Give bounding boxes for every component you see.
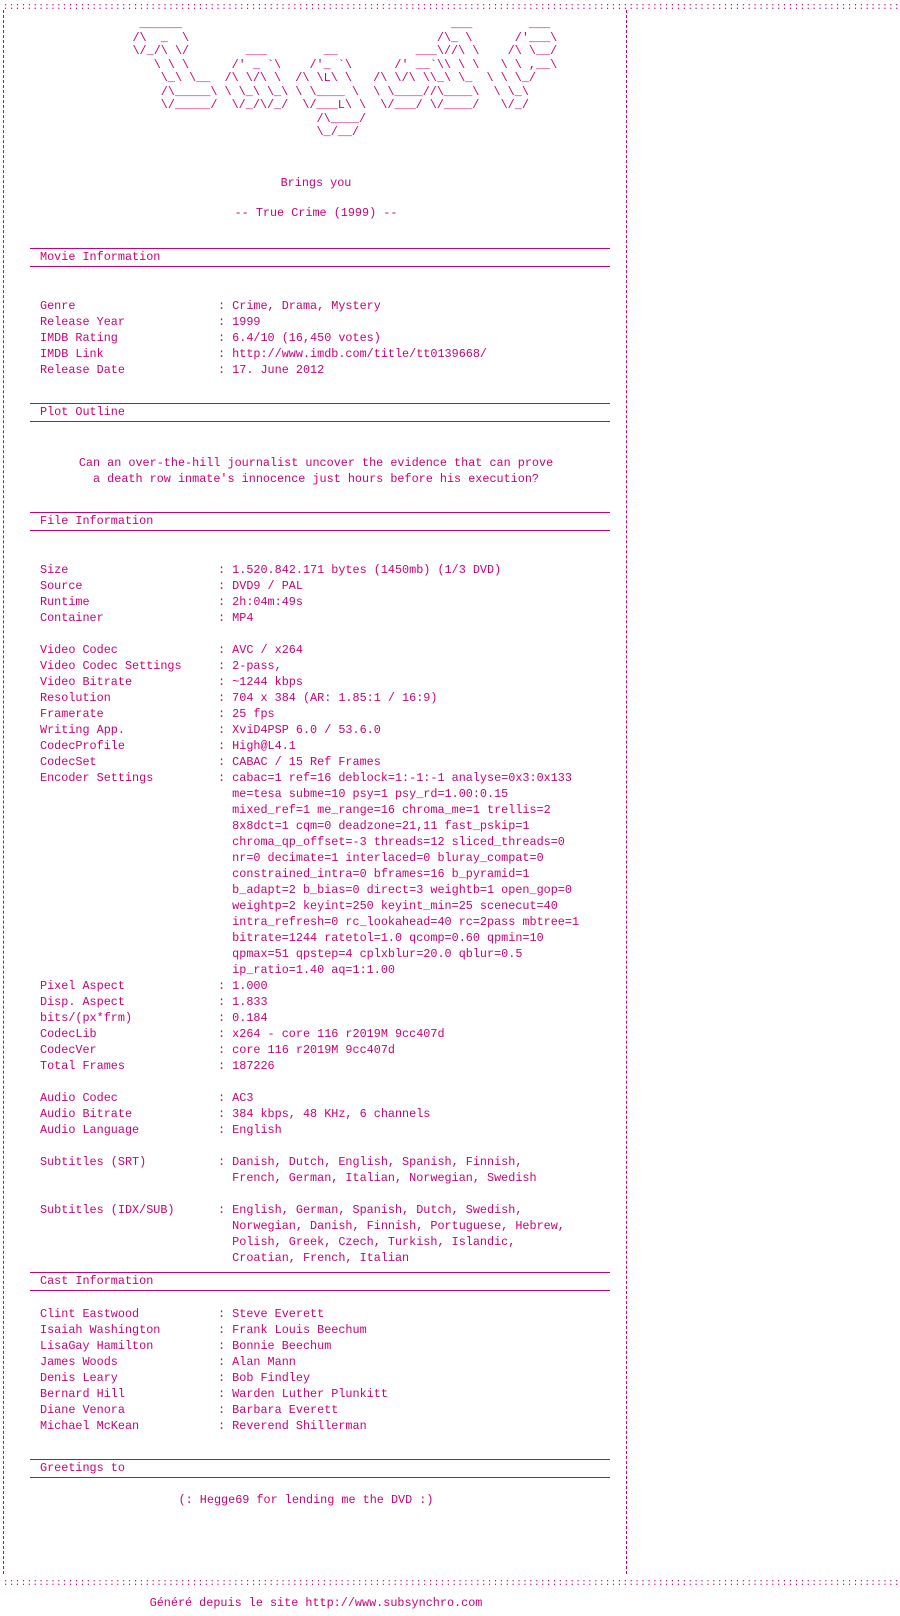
info-value: chroma_qp_offset=-3 threads=12 sliced_threads=0 — [218, 835, 565, 849]
info-value: 8x8dct=1 cqm=0 deadzone=21,11 fast_pskip=1 — [218, 819, 530, 833]
info-value: Norwegian, Danish, Finnish, Portuguese, Hebrew, — [218, 1219, 565, 1233]
info-row — [40, 1138, 579, 1154]
info-key: Resolution — [40, 691, 111, 705]
info-row — [40, 1322, 388, 1338]
info-row — [40, 1010, 579, 1026]
info-value: : MP4 — [218, 611, 254, 625]
info-value: qpmax=51 qpstep=4 cplxblur=20.0 qblur=0.5 — [218, 947, 523, 961]
left-dashed-border — [3, 10, 6, 1574]
section-heading: Cast Information — [30, 1272, 610, 1291]
info-value: : CABAC / 15 Ref Frames — [218, 755, 381, 769]
info-key: Pixel Aspect — [40, 979, 125, 993]
info-value: : Crime, Drama, Mystery — [218, 299, 381, 313]
info-key: Size — [40, 563, 69, 577]
info-row — [40, 1418, 388, 1434]
info-row — [40, 1058, 579, 1074]
info-value: : 25 fps — [218, 707, 275, 721]
plot-section — [30, 403, 610, 422]
info-row — [40, 850, 579, 866]
info-row — [40, 818, 579, 834]
info-value: : 187226 — [218, 1059, 275, 1073]
info-key: Total Frames — [40, 1059, 125, 1073]
movie-info-section — [30, 248, 610, 267]
info-value: constrained_intra=0 bframes=16 b_pyramid=1 — [218, 867, 530, 881]
ascii-art-logo: ______ ___ ___ /\ _ \ /\_ \ /'___\ \/_/\ \/ ___ __ ___\//\ \ /\ \__/ \ \ \ /' _ `\ /'_ `\ /' __`\\ \ \ \ \ ,__\ \_\ \__ /\ \/\ \ /\ \L\ \ /\ \/\ \\_\ \_ \ \ \_/ /\_____\ \ \_\ \_\ \ \____ \ \ \____//\____\ \ \_\ \/_____/ \/_/\/_/ \/___L\ \ \/___/ \/____/ \/_/ /\____/ \_/__/ — [132, 17, 558, 139]
footer-text: Généré depuis le site http://www.subsynchro.com — [149, 1596, 483, 1610]
info-row — [40, 330, 487, 346]
info-value: : 704 x 384 (AR: 1.85:1 / 16:9) — [218, 691, 438, 705]
info-key: Video Codec Settings — [40, 659, 182, 673]
info-key: Clint Eastwood — [40, 1307, 140, 1321]
info-key: Source — [40, 579, 83, 593]
info-value: : 6.4/10 (16,450 votes) — [218, 331, 381, 345]
info-value: : 1.520.842.171 bytes (1450mb) (1/3 DVD) — [218, 563, 502, 577]
info-value: : http://www.imdb.com/title/tt0139668/ — [218, 347, 488, 361]
info-value: : cabac=1 ref=16 deblock=1:-1:-1 analyse=0x3:0x133 — [218, 771, 572, 785]
info-value: : High@L4.1 — [218, 739, 296, 753]
info-row — [40, 1154, 579, 1170]
info-value: weightp=2 keyint=250 keyint_min=25 scenecut=40 — [218, 899, 558, 913]
info-value: : Frank Louis Beechum — [218, 1323, 367, 1337]
info-key: Video Codec — [40, 643, 118, 657]
info-row — [40, 1370, 388, 1386]
info-row — [40, 786, 579, 802]
info-row — [40, 834, 579, 850]
info-key: Audio Codec — [40, 1091, 118, 1105]
info-key: James Woods — [40, 1355, 118, 1369]
info-key: Michael McKean — [40, 1419, 140, 1433]
info-row — [40, 914, 579, 930]
info-key: Subtitles (SRT) — [40, 1155, 147, 1169]
info-key: IMDB Rating — [40, 331, 118, 345]
info-key: IMDB Link — [40, 347, 104, 361]
info-value: : XviD4PSP 6.0 / 53.6.0 — [218, 723, 381, 737]
brings-you-text: Brings you — [280, 176, 352, 190]
info-key: Subtitles (IDX/SUB) — [40, 1203, 175, 1217]
info-row — [40, 1306, 388, 1322]
info-value: : Bonnie Beechum — [218, 1339, 332, 1353]
info-key: CodecProfile — [40, 739, 125, 753]
info-value: : 1.833 — [218, 995, 268, 1009]
info-row — [40, 578, 579, 594]
footer-credit — [0, 1596, 632, 1610]
info-key: Container — [40, 611, 104, 625]
info-key: CodecSet — [40, 755, 97, 769]
file-info-section — [30, 512, 610, 531]
info-key: Runtime — [40, 595, 90, 609]
info-row — [40, 946, 579, 962]
info-key: CodecVer — [40, 1043, 97, 1057]
info-key: Disp. Aspect — [40, 995, 125, 1009]
info-value: nr=0 decimate=1 interlaced=0 bluray_compat=0 — [218, 851, 544, 865]
info-value: : Barbara Everett — [218, 1403, 339, 1417]
info-key: Denis Leary — [40, 1371, 118, 1385]
info-key: Isaiah Washington — [40, 1323, 161, 1337]
info-row — [40, 1402, 388, 1418]
plot-outline-text — [40, 455, 592, 487]
info-row — [40, 1026, 579, 1042]
info-value: : DVD9 / PAL — [218, 579, 303, 593]
section-heading: Movie Information — [30, 248, 610, 267]
cast-section — [30, 1272, 610, 1291]
info-value: : 1999 — [218, 315, 261, 329]
section-heading: File Information — [30, 512, 610, 531]
info-row — [40, 1218, 579, 1234]
info-value: : core 116 r2019M 9cc407d — [218, 1043, 395, 1057]
info-row — [40, 658, 579, 674]
info-row — [40, 738, 579, 754]
info-value: : x264 - core 116 r2019M 9cc407d — [218, 1027, 445, 1041]
bottom-dotted-border: :::::::::::::::::::::::::::::::::::::::::::::::::::::::::::::::::::::::::::::::::::::::::::::::::::::::::::::::::::::::::::::::::::::::::::::::::::::::: — [3, 1578, 900, 1588]
info-row — [40, 1354, 388, 1370]
info-value: : 17. June 2012 — [218, 363, 325, 377]
right-dashed-border — [626, 10, 629, 1574]
info-row — [40, 562, 579, 578]
info-value: : 0.184 — [218, 1011, 268, 1025]
info-value: : Bob Findley — [218, 1371, 311, 1385]
info-key: Encoder Settings — [40, 771, 154, 785]
info-value: : AVC / x264 — [218, 643, 303, 657]
section-heading: Greetings to — [30, 1459, 610, 1478]
cast-rows — [40, 1306, 388, 1434]
info-row — [40, 362, 487, 378]
info-row — [40, 1122, 579, 1138]
info-key: Diane Venora — [40, 1403, 125, 1417]
info-value: : Reverend Shillerman — [218, 1419, 367, 1433]
info-row — [40, 1170, 579, 1186]
info-value: Polish, Greek, Czech, Turkish, Islandic, — [218, 1235, 516, 1249]
info-row — [40, 346, 487, 362]
info-row — [40, 610, 579, 626]
info-row — [40, 1042, 579, 1058]
info-key: bits/(px*frm) — [40, 1011, 133, 1025]
plot-line: Can an over-the-hill journalist uncover the evidence that can prove — [78, 456, 554, 470]
info-value: : English, German, Spanish, Dutch, Swedish, — [218, 1203, 523, 1217]
info-row — [40, 626, 579, 642]
info-row — [40, 962, 579, 978]
info-value: bitrate=1244 ratetol=1.0 qcomp=0.60 qpmin=10 — [218, 931, 544, 945]
info-row — [40, 1074, 579, 1090]
info-value: : 384 kbps, 48 KHz, 6 channels — [218, 1107, 431, 1121]
info-value: : Alan Mann — [218, 1355, 296, 1369]
info-row — [40, 1234, 579, 1250]
info-value: : 1.000 — [218, 979, 268, 993]
info-row — [40, 1090, 579, 1106]
info-value: me=tesa subme=10 psy=1 psy_rd=1.00:0.15 — [218, 787, 509, 801]
info-key: CodecLib — [40, 1027, 97, 1041]
info-row — [40, 882, 579, 898]
movie-info-rows — [40, 298, 487, 378]
info-row — [40, 802, 579, 818]
info-value: : Warden Luther Plunkitt — [218, 1387, 388, 1401]
info-row — [40, 674, 579, 690]
plot-line: a death row inmate's innocence just hours before his execution? — [93, 472, 539, 486]
info-row — [40, 898, 579, 914]
info-key: Bernard Hill — [40, 1387, 125, 1401]
info-key: Release Year — [40, 315, 125, 329]
info-key: Genre — [40, 299, 76, 313]
info-row — [40, 754, 579, 770]
info-row — [40, 642, 579, 658]
info-key: Framerate — [40, 707, 104, 721]
info-value: French, German, Italian, Norwegian, Swedish — [218, 1171, 537, 1185]
info-key: Writing App. — [40, 723, 125, 737]
info-value: : Steve Everett — [218, 1307, 325, 1321]
info-row — [40, 706, 579, 722]
info-value: : English — [218, 1123, 282, 1137]
info-row — [40, 1250, 579, 1266]
info-value: : AC3 — [218, 1091, 254, 1105]
info-value: intra_refresh=0 rc_lookahead=40 rc=2pass mbtree=1 — [218, 915, 580, 929]
greetings-section — [30, 1459, 610, 1478]
info-row — [40, 690, 579, 706]
release-title: -- True Crime (1999) -- — [234, 206, 398, 220]
info-key: LisaGay Hamilton — [40, 1339, 154, 1353]
info-row — [40, 1338, 388, 1354]
section-heading: Plot Outline — [30, 403, 610, 422]
info-row — [40, 1186, 579, 1202]
info-row — [40, 1202, 579, 1218]
info-row — [40, 1386, 388, 1402]
info-key: Audio Bitrate — [40, 1107, 133, 1121]
info-key: Release Date — [40, 363, 125, 377]
info-row — [40, 1106, 579, 1122]
info-value: ip_ratio=1.40 aq=1:1.00 — [218, 963, 395, 977]
top-dotted-border: :::::::::::::::::::::::::::::::::::::::::::::::::::::::::::::::::::::::::::::::::::::::::::::::::::::::::::::::::::::::::::::::::::::::::::::::::::::::: — [3, 2, 900, 12]
info-row — [40, 866, 579, 882]
info-row — [40, 770, 579, 786]
info-row — [40, 994, 579, 1010]
info-value: : 2h:04m:49s — [218, 595, 303, 609]
info-value: : Danish, Dutch, English, Spanish, Finnish, — [218, 1155, 523, 1169]
info-key: Audio Language — [40, 1123, 140, 1137]
info-key: Video Bitrate — [40, 675, 133, 689]
info-row — [40, 930, 579, 946]
info-value: : 2-pass, — [218, 659, 282, 673]
info-value: b_adapt=2 b_bias=0 direct=3 weightb=1 open_gop=0 — [218, 883, 572, 897]
info-row — [40, 594, 579, 610]
info-row — [40, 978, 579, 994]
info-value: : ~1244 kbps — [218, 675, 303, 689]
info-value: Croatian, French, Italian — [218, 1251, 410, 1265]
info-row — [40, 298, 487, 314]
file-info-rows — [40, 562, 579, 1266]
info-row — [40, 314, 487, 330]
info-row — [40, 722, 579, 738]
info-value: mixed_ref=1 me_range=16 chroma_me=1 trellis=2 — [218, 803, 551, 817]
greetings-text: (: Hegge69 for lending me the DVD :) — [178, 1493, 434, 1507]
